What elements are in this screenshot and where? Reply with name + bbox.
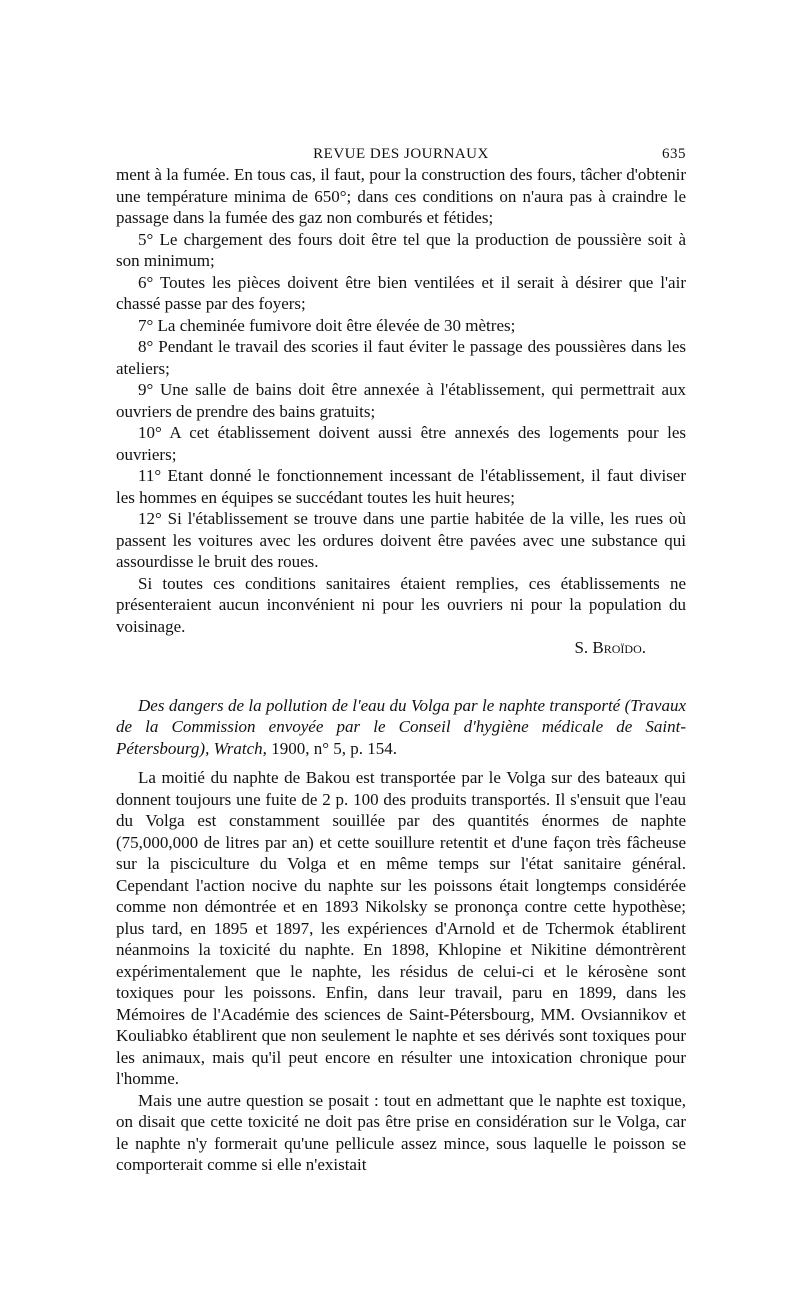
article-reference (116, 695, 686, 760)
paragraph: La moitié du naphte de Bakou est transportée par le Volga sur des bateaux qui donnent toujours une fuite de 2 p. 100 des produits transportés. Il s'ensuit que l'eau du Volga est constamment souillée par des quantités énormes de naphte (75,000,000 de litres par an) et cette souillure retentit et d'une façon très fâcheuse sur la pisciculture du Volga et en même temps sur l'état sanitaire général. Cependant l'action nocive du naphte sur les poissons était longtemps considérée comme non démontrée et en 1893 Nikolsky se prononça contre cette hypothèse; plus tard, en 1895 et 1897, les expériences d'Arnold et de Tchermok établirent néanmoins la toxicité du naphte. En 1898, Khlopine et Nikitine démontrèrent expérimentalement que le naphte, les résidus de celui-ci et le kérosène sont toxiques pour les poissons. Enfin, dans leur travail, paru en 1899, dans les Mémoires de l'Académie des sciences de Saint-Pétersbourg, MM. Ovsiannikov et Kouliabko établirent que non seulement le naphte et ses dérivés sont toxiques pour les animaux, mais qu'il peut encore en résulter une intoxication chronique pour l'homme. (116, 768, 686, 1088)
reference-citation: 1900, n° 5, p. 154. (266, 738, 397, 758)
paragraph: 7° La cheminée fumivore doit être élevée de 30 mètres; (138, 315, 516, 335)
page (116, 140, 686, 1176)
section-gap (116, 659, 686, 695)
paragraph: 8° Pendant le travail des scories il faut éviter le passage des poussières dans les ateliers; (116, 337, 686, 378)
signature-line (116, 637, 686, 659)
article-2 (116, 695, 686, 1176)
closing-paragraph: Si toutes ces conditions sanitaires étaient remplies, ces établissements ne présenteraient aucun inconvénient ni pour les ouvriers ni pour la population du voisinage. (116, 573, 686, 636)
running-head (116, 140, 686, 164)
paragraph: 12° Si l'établissement se trouve dans une partie habitée de la ville, les rues où passent les voitures avec les ordures doivent être pavées avec une substance qui assourdisse le bruit des roues. (116, 509, 686, 571)
running-title: REVUE DES JOURNAUX (313, 146, 489, 162)
paragraph: Mais une autre question se posait : tout en admettant que le naphte est toxique, on disait que cette toxicité ne doit pas être prise en considération sur le Volga, car le naphte n'y formerait qu'une pellicule assez mince, sous laquelle le poisson se comporterait comme si elle n'existait (116, 1090, 686, 1174)
paragraph: 10° A cet établissement doivent aussi être annexés des logements pour les ouvriers; (116, 423, 686, 464)
paragraph: 9° Une salle de bains doit être annexée à l'établissement, qui permettrait aux ouvriers de prendre des bains gratuits; (116, 380, 686, 421)
paragraph: 11° Etant donné le fonctionnement incessant de l'établissement, il faut diviser les hommes en équipes se succédant toutes les huit heures; (116, 466, 686, 507)
paragraph: 5° Le chargement des fours doit être tel que la production de poussière soit à son minimum; (116, 229, 686, 270)
paragraph: ment à la fumée. En tous cas, il faut, pour la construction des fours, tâcher d'obtenir une température minima de 650°; dans ces conditions on n'aura pas à craindre le passage dans la fumée des gaz non comburés et fétides; (116, 165, 686, 227)
author-signature: S. Broïdo. (574, 638, 646, 657)
reference-title: Des dangers de la pollution de l'eau du Volga par le naphte transporté (Travaux de la Commission envoyée par le Conseil d'hygiène médicale de Saint-Pétersbourg), Wratch, (116, 695, 686, 758)
paragraph: 6° Toutes les pièces doivent être bien ventilées et il serait à désirer que l'air chassé passe par des foyers; (116, 272, 686, 313)
page-number: 635 (662, 146, 686, 162)
article-1 (116, 164, 686, 659)
